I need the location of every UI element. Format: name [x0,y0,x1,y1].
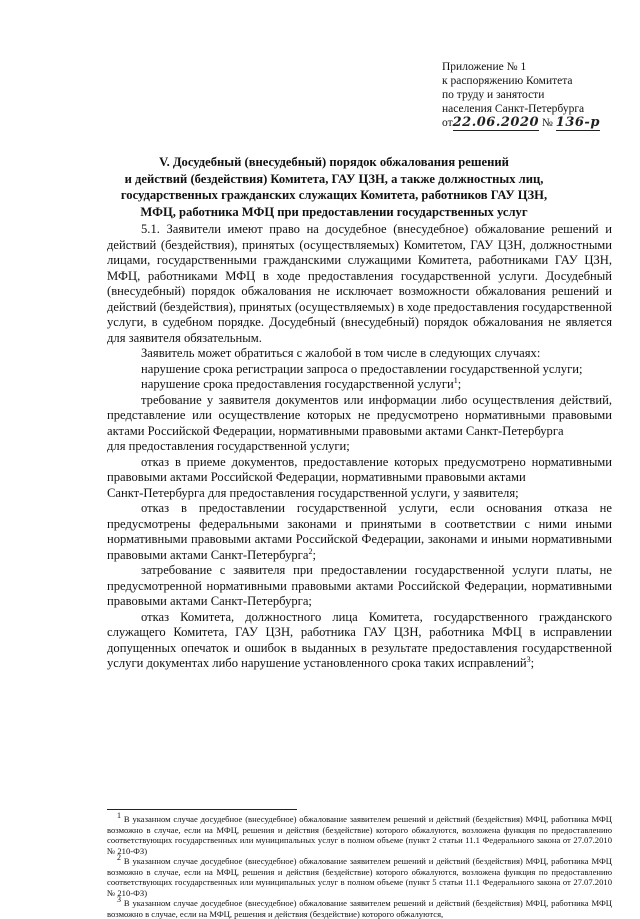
footnote-3 [107,895,612,919]
body-text [107,222,612,672]
footnote-1-mark: 1 [117,811,121,821]
appendix-header [442,60,632,130]
corrections-end: ; [530,656,535,670]
paragraph-case-refusal-acceptance-end: Санкт-Петербурга для предоставления государственной услуги, у заявителя; [107,485,519,500]
footnote-2-mark: 2 [117,853,121,863]
heading-line-3: государственных гражданских служащих Комитета, работников ГАУ ЦЗН, [120,188,548,202]
appendix-line-1: Приложение № 1 [442,61,527,73]
paragraph-5-1: 5.1. Заявители имеют право на досудебное (внесудебное) обжалование решений и действий (бездействия), принятых (осуществляемых) Комитетом, ГАУ ЦЗН, должностными лицами, государственными гражданскими служащими Комитета, работниками ГАУ ЦЗН, МФЦ, работниками МФЦ в ходе предоставления государственной услуги. Досудебный (внесудебный) порядок обжалования не исключает возможности обжалования решений и действий (бездействия), принятых (осуществляемых) в ходе предоставления государственной услуги, в судебном порядке. Досудебный (внесудебный) порядок обжалования не является для заявителя обязательным. [107,222,612,345]
handwritten-date: 22.06.2020 [452,115,540,130]
heading-line-2: и действий (бездействия) Комитета, ГАУ ЦЗН, а также должностных лиц, [124,171,544,186]
appendix-date-line [442,116,632,130]
section-heading [118,154,550,220]
date-prefix: от [442,117,453,129]
case-term-text: нарушение срока предоставления государственной услуги [141,377,454,391]
case-term-end: ; [457,377,462,391]
appendix-line-2: к распоряжению Комитета [442,75,573,87]
footnotes [107,811,612,919]
number-prefix: № [541,117,553,129]
heading-line-4: МФЦ, работника МФЦ при предоставлении государственных услуг [140,204,528,219]
paragraph-case-term [107,377,612,393]
footnote-3-mark: 3 [117,895,121,905]
appendix-line-3: по труду и занятости [442,89,545,101]
appendix-line-4: населения Санкт-Петербурга [442,103,585,115]
paragraph-case-corrections [107,610,612,672]
footnote-separator [107,809,297,810]
footnote-2 [107,853,612,898]
paragraph-case-documents-request-end: для предоставления государственной услуги; [107,439,350,453]
refusal-service-end: ; [312,547,316,562]
heading-line-1: V. Досудебный (внесудебный) порядок обжалования решений [159,155,509,169]
paragraph-case-registration: нарушение срока регистрации запроса о предоставлении государственной услуги; [141,361,583,376]
footnote-ref-1: 1 [453,375,458,385]
handwritten-number: 136-р [555,115,600,130]
paragraph-case-documents-request: требование у заявителя документов или информации либо осуществления действий, представление или осуществление которых не предусмотрено нормативными правовыми актами Российской Федерации, нормативными правовыми актами Санкт-Петербурга [107,392,612,438]
footnote-1-text: В указанном случае досудебное (внесудебное) обжалование заявителем решений и действий (бездействия) МФЦ, работника МФЦ возможно в случае, если на МФЦ, решения и действия (бездействие) которого обжалуются, возложена функция по предоставлению соответствующих государственных или муниципальных услуг в полном объеме (пункт 2 статьи 11.1 Федерального закона от 27.07.2010 № 210-ФЗ) [107,814,612,856]
footnote-ref-2: 2 [308,546,313,556]
paragraph-cases-intro: Заявитель может обратиться с жалобой в том числе в следующих случаях: [141,346,541,360]
paragraph-case-refusal-acceptance: отказ в приеме документов, предоставление которых предусмотрено нормативными правовыми актами Российской Федерации, нормативными правовыми актами [107,454,612,484]
footnote-ref-3: 3 [526,654,531,664]
footnote-3-text: В указанном случае досудебное (внесудебное) обжалование заявителем решений и действий (бездействия) МФЦ, работника МФЦ возможно в случае, если на МФЦ, решения и действия (бездействие) которого обжалуются, [107,898,612,919]
footnote-1 [107,811,612,856]
refusal-service-text: отказ в предоставлении государственной услуги, если основания отказа не предусмотрены федеральными законами и принятыми в соответствии с ними иными нормативными правовыми актами Российской Федерации, законами и иными нормативными правовыми актами Санкт-Петербурга [107,501,612,562]
corrections-text: отказ Комитета, должностного лица Комитета, государственного гражданского служащего Комитета, ГАУ ЦЗН, работника ГАУ ЦЗН, работника МФЦ в исправлении допущенных опечаток и ошибок в выданных в результате предоставления государственной услуги документах либо нарушение установленного срока таких исправлений [107,609,612,670]
paragraph-case-fee: затребование с заявителя при предоставлении государственной услуги платы, не предусмотренной нормативными правовыми актами Российской Федерации, нормативными правовыми актами Санкт-Петербурга; [107,563,612,608]
footnote-2-text: В указанном случае досудебное (внесудебное) обжалование заявителем решений и действий (бездействия) МФЦ, работника МФЦ возможно в случае, если на МФЦ, решения и действия (бездействие) которого обжалуются, возложена функция по предоставлению соответствующих государственных или муниципальных услуг в полном объеме (пункт 5 статьи 11.1 Федерального закона от 27.07.2010 № 210-ФЗ) [107,856,612,898]
paragraph-case-refusal-service [107,501,612,563]
